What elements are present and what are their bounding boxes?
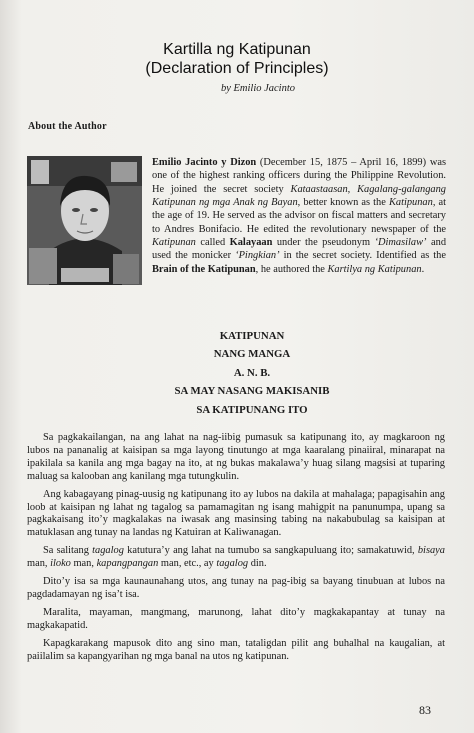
paragraph bbox=[27, 545, 445, 571]
bio-monicker: ‘Pingkian’ bbox=[235, 250, 280, 262]
bio-text: , he authored the bbox=[255, 263, 328, 275]
bio-org-full: Kataastaasan, Kagalang-galangang Katipunan ng mga Anak ng Bayan bbox=[152, 183, 446, 209]
bio-org-short: Katipunan bbox=[388, 197, 433, 209]
paragraph-text: Sa salitang bbox=[43, 545, 93, 557]
bio-text: (December 15, 1875 – April 16, 1899) was one of the highest ranking officers during the Philippine Revolution. He joined the secret society bbox=[152, 157, 446, 195]
term-bisaya: bisaya bbox=[417, 545, 445, 557]
heading-line: SA MAY NASANG MAKISANIB bbox=[174, 385, 330, 398]
paragraph-text: din. bbox=[248, 558, 267, 570]
bio-newspaper: Kalayaan bbox=[229, 237, 273, 249]
bio-pseudonym: ‘Dimasilaw’ bbox=[374, 237, 427, 249]
bio-text: , better known as the bbox=[297, 197, 389, 209]
author-bio bbox=[152, 156, 446, 276]
title-line-1: Kartilla ng Katipunan bbox=[163, 41, 311, 58]
bio-kartilya: Kartilya ng Katipunan bbox=[327, 263, 422, 275]
heading-line: NANG MANGA bbox=[213, 348, 291, 361]
paragraph: Ang kabagayang pinag-uusig ng katipunang ito ay lubos na dakila at mahalaga; papagisahin ang loob at kaisipan ng lahat ng tagalog sa pamamagitan ng isang mahigpit na panunumpa, upang sa pagkakaisang ito’y magkalakas na iwasak ang masinsing tabing na nakabubulag sa kaisipan at matuklasan ang tunay na landas ng Katuiran at Kaliwanagan. bbox=[27, 488, 445, 539]
bio-text: and used the monicker bbox=[152, 237, 447, 262]
heading-line: KATIPUNAN bbox=[219, 330, 285, 342]
paragraph: Kapagkarakang mapusok dito ang sino man, tataligdan pilit ang buhalhal na kaugalian, at paiilalim sa kapangyarihan ng mga banal na utos ng katipunan. bbox=[27, 637, 445, 662]
page-number: 83 bbox=[419, 703, 431, 717]
term-tagalog: tagalog bbox=[216, 558, 249, 570]
bio-text: in the secret society. Identified as the bbox=[279, 250, 446, 262]
bio-brain: Brain of the Katipunan bbox=[152, 263, 256, 275]
about-author-heading: About the Author bbox=[28, 121, 107, 132]
paragraph-text: katutura’y ang lahat na tumubo sa sangkapuluang ito; samakatuwid, bbox=[123, 545, 418, 557]
author-portrait bbox=[27, 156, 142, 285]
author-name: Emilio Jacinto y Dizon bbox=[152, 157, 257, 168]
term-kapangpangan: kapangpangan bbox=[96, 558, 159, 570]
bio-text: . bbox=[421, 263, 425, 275]
paragraph-text: man, bbox=[70, 558, 97, 570]
body-text bbox=[27, 432, 445, 669]
paragraph: Maralita, mayaman, mangmang, marunong, lahat dito’y magkakapantay at tunay na magkakapatid. bbox=[27, 606, 445, 631]
term-iloko: iloko bbox=[50, 558, 71, 570]
page-title bbox=[0, 40, 474, 78]
byline: by Emilio Jacinto bbox=[220, 83, 296, 94]
paragraph-text: man, bbox=[27, 558, 51, 570]
section-heading bbox=[0, 327, 474, 419]
term-tagalog: tagalog bbox=[92, 545, 124, 557]
heading-line: SA KATIPUNANG ITO bbox=[196, 403, 308, 416]
bio-text: called bbox=[195, 237, 230, 249]
bio-katipunan: Katipunan bbox=[152, 237, 196, 249]
paragraph-text: man, etc., ay bbox=[158, 558, 217, 570]
portrait-illustration bbox=[27, 156, 142, 285]
heading-line: A. N. B. bbox=[233, 366, 271, 379]
paragraph: Dito’y isa sa mga kaunaunahang utos, ang tunay na pag-ibig sa bayang tinubuan at lubos na pagdadamayan ng isa’t isa. bbox=[27, 576, 445, 600]
bio-text: under the pseudonym bbox=[272, 237, 375, 249]
title-line-2: (Declaration of Principles) bbox=[145, 60, 329, 77]
paragraph: Sa pagkakailangan, na ang lahat na nag-iibig pumasuk sa katipunang ito, ay magkaroon ng lubos na pananalig at kaisipan sa mga layong tinutungo at mga kaaralang pinaiiral, minarapat na ipakilala sa kanila ang mga bagay na ito, at ng bukas makalawa’y huag silang magsisi at tuparing maluag sa kalooban ang kanilang mga tutungkulin. bbox=[27, 432, 445, 482]
bio-text: , at the age of 19. He served as the advisor on fiscal matters and secretary to Andres Bonifacio. He edited the revolutionary newspaper of the bbox=[152, 197, 447, 235]
